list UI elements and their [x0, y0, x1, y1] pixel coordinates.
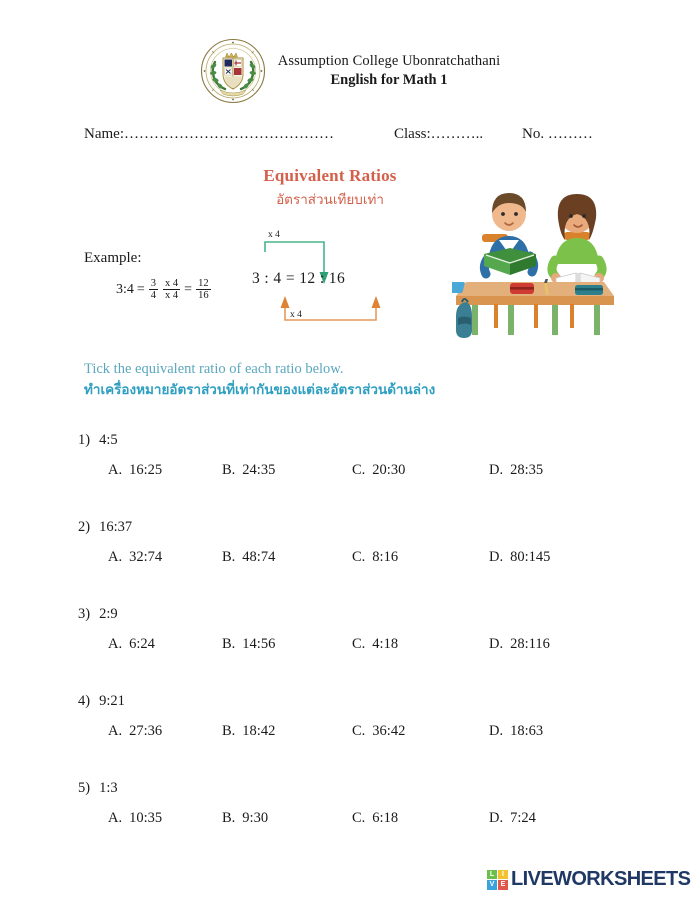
example-equals-2: =	[184, 281, 193, 297]
option-choice[interactable]	[489, 810, 536, 827]
option-choice[interactable]	[352, 549, 398, 566]
logo-cell-l: L	[487, 870, 497, 880]
logo-cell-v: V	[487, 880, 497, 890]
instructions-thai: ทำเครื่องหมายอัตราส่วนที่เท่ากันของแต่ละอัตราส่วนด้านล่าง	[84, 381, 436, 398]
option-value: 6:18	[372, 810, 399, 826]
logo-cell-i: I	[498, 870, 508, 880]
option-value: 18:63	[510, 723, 544, 739]
option-letter: A.	[108, 636, 123, 652]
question-ratio: 4:5	[99, 432, 118, 448]
students-illustration	[452, 166, 618, 338]
option-letter: D.	[489, 636, 504, 652]
question-stem	[78, 693, 125, 710]
question-stem	[78, 519, 132, 536]
liveworksheets-logo[interactable]	[487, 868, 690, 891]
option-choice[interactable]	[222, 636, 275, 653]
liveworksheets-grid-icon	[487, 870, 508, 890]
option-value: 8:16	[372, 549, 399, 565]
question-item	[0, 693, 700, 780]
option-value: 80:145	[510, 549, 551, 565]
example-label: Example:	[84, 250, 142, 266]
option-value: 24:35	[242, 462, 276, 478]
option-letter: D.	[489, 549, 504, 565]
option-choice[interactable]	[489, 636, 550, 653]
option-letter: B.	[222, 462, 236, 478]
option-choice[interactable]	[222, 549, 275, 566]
option-choice[interactable]	[222, 723, 275, 740]
option-letter: C.	[352, 636, 366, 652]
option-letter: A.	[108, 462, 123, 478]
example-equation	[116, 278, 212, 302]
option-choice[interactable]	[352, 723, 405, 740]
option-value: 20:30	[372, 462, 406, 478]
question-ratio: 1:3	[99, 780, 118, 796]
option-letter: D.	[489, 462, 504, 478]
fraction-1-denominator: 4	[150, 290, 157, 302]
option-value: 16:25	[129, 462, 163, 478]
diagram-bottom-label: x 4	[290, 310, 302, 320]
example-equals-1: =	[136, 281, 145, 297]
option-value: 28:35	[510, 462, 544, 478]
question-number: 4)	[78, 693, 91, 709]
option-choice[interactable]	[352, 636, 398, 653]
option-value: 4:18	[372, 636, 399, 652]
option-letter: A.	[108, 549, 123, 565]
option-letter: B.	[222, 810, 236, 826]
fraction-3-denominator: 16	[198, 290, 209, 302]
option-choice[interactable]	[108, 462, 162, 479]
option-letter: C.	[352, 723, 366, 739]
example-fraction-3	[196, 278, 211, 302]
question-ratio: 2:9	[99, 606, 118, 622]
question-ratio: 16:37	[99, 519, 133, 535]
option-choice[interactable]	[222, 810, 268, 827]
option-value: 7:24	[510, 810, 536, 826]
question-stem	[78, 606, 118, 623]
example-arrow-diagram	[252, 230, 402, 332]
question-item	[0, 432, 700, 519]
instructions-block	[84, 360, 604, 400]
question-number: 1)	[78, 432, 91, 448]
title-english: Equivalent Ratios	[263, 166, 397, 185]
fraction-2-numerator: x 4	[165, 278, 179, 289]
fraction-2-denominator: x 4	[165, 290, 179, 302]
option-value: 14:56	[242, 636, 276, 652]
option-letter: A.	[108, 810, 123, 826]
worksheet-title	[180, 166, 480, 210]
option-letter: B.	[222, 636, 236, 652]
course-name: English for Math 1	[330, 72, 448, 89]
option-choice[interactable]	[108, 723, 162, 740]
option-value: 48:74	[242, 549, 276, 565]
question-number: 2)	[78, 519, 91, 535]
option-value: 10:35	[129, 810, 163, 826]
school-crest-icon	[200, 38, 266, 104]
option-letter: D.	[489, 810, 504, 826]
option-letter: C.	[352, 462, 366, 478]
option-choice[interactable]	[489, 723, 543, 740]
question-number: 3)	[78, 606, 91, 622]
school-name: Assumption College Ubonratchathani	[277, 53, 501, 70]
option-value: 9:30	[242, 810, 269, 826]
option-value: 18:42	[242, 723, 276, 739]
question-number: 5)	[78, 780, 91, 796]
class-field[interactable]: Class:………..	[394, 126, 484, 142]
option-choice[interactable]	[352, 810, 398, 827]
option-value: 28:116	[510, 636, 550, 652]
questions-list	[0, 432, 700, 867]
number-field[interactable]: No. ………	[522, 126, 593, 142]
option-letter: C.	[352, 549, 366, 565]
fraction-3-numerator: 12	[198, 278, 209, 289]
option-letter: B.	[222, 723, 236, 739]
example-ratio: 3:4	[116, 281, 134, 297]
instructions-english: Tick the equivalent ratio of each ratio below.	[84, 361, 344, 377]
question-item	[0, 606, 700, 693]
example-fraction-1	[149, 278, 158, 302]
logo-cell-e: E	[498, 880, 508, 890]
option-letter: C.	[352, 810, 366, 826]
diagram-ratio-line: 3 : 4 = 12 : 16	[252, 270, 346, 287]
option-choice[interactable]	[108, 810, 162, 827]
option-letter: B.	[222, 549, 236, 565]
option-choice[interactable]	[489, 462, 543, 479]
option-choice[interactable]	[108, 636, 155, 653]
option-letter: A.	[108, 723, 123, 739]
diagram-top-label: x 4	[268, 230, 280, 240]
option-choice[interactable]	[352, 462, 405, 479]
liveworksheets-wordmark: LIVEWORKSHEETS	[511, 868, 691, 890]
fraction-1-numerator: 3	[150, 278, 157, 289]
name-field[interactable]: Name:……………………………………	[84, 126, 334, 142]
option-value: 6:24	[129, 636, 155, 652]
example-fraction-2	[163, 278, 180, 302]
title-thai: อัตราส่วนเทียบเท่า	[276, 192, 384, 208]
option-value: 36:42	[372, 723, 406, 739]
student-info-line	[84, 126, 624, 143]
page-header	[0, 38, 700, 104]
option-value: 27:36	[129, 723, 163, 739]
question-ratio: 9:21	[99, 693, 125, 709]
option-value: 32:74	[129, 549, 163, 565]
question-item	[0, 780, 700, 867]
school-title-block	[278, 52, 500, 90]
question-stem	[78, 432, 118, 449]
option-choice[interactable]	[489, 549, 550, 566]
question-stem	[78, 780, 118, 797]
option-choice[interactable]	[222, 462, 275, 479]
option-choice[interactable]	[108, 549, 162, 566]
question-item	[0, 519, 700, 606]
option-letter: D.	[489, 723, 504, 739]
